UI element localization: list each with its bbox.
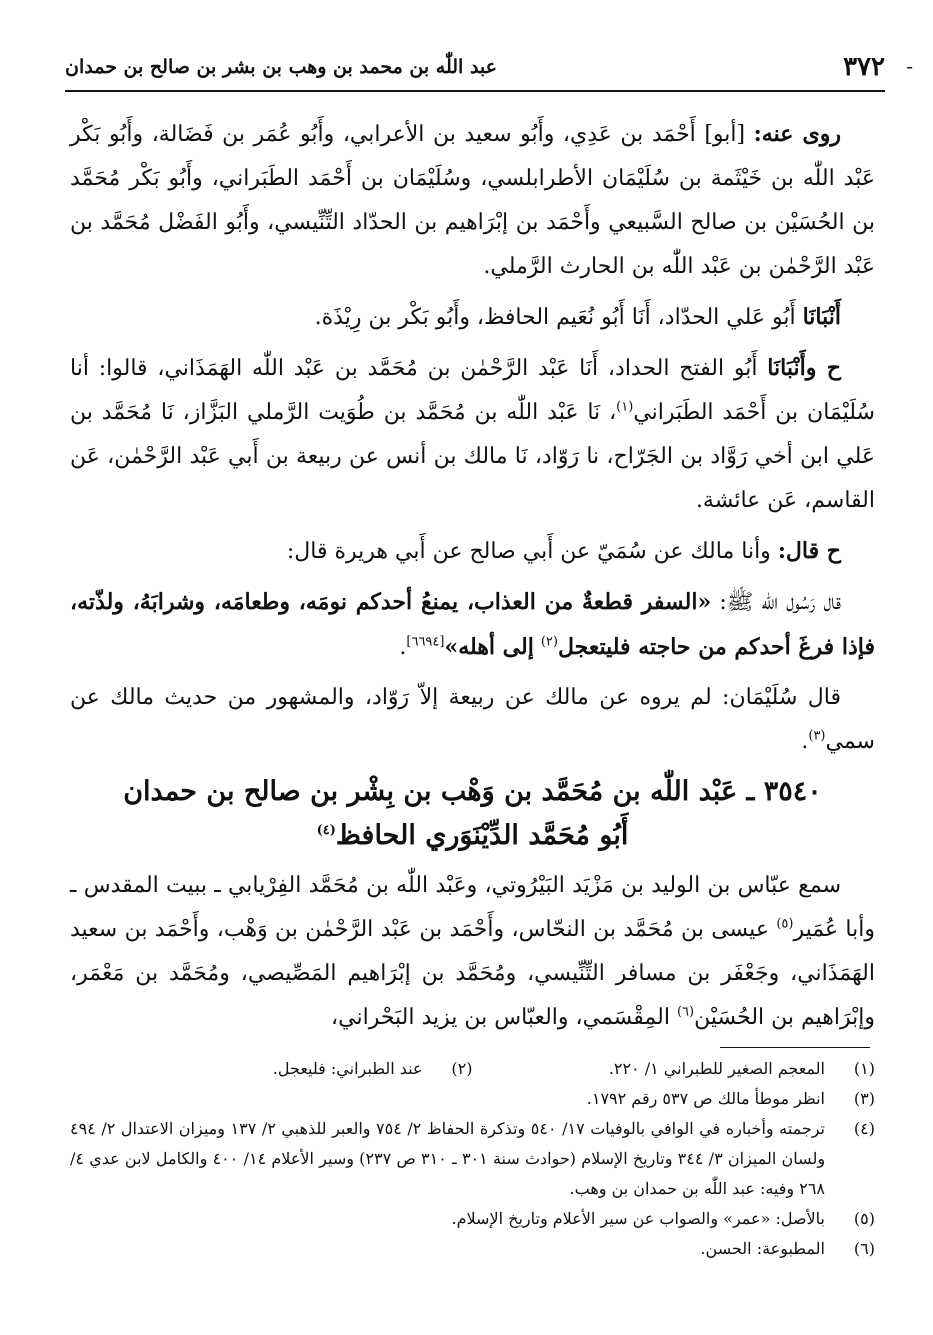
footnote-text: عند الطبراني: فليعجل.: [272, 1059, 423, 1078]
paragraph-teachers: [70, 864, 875, 1040]
footnote-number: (٢): [451, 1059, 473, 1078]
footnote-ref-5[interactable]: (٥): [776, 916, 794, 932]
label-anbana: أَنْبَانَا: [802, 304, 841, 330]
footnote-text: بالأصل: «عمر» والصواب عن سير الأعلام وتاريخ الإسلام.: [451, 1209, 825, 1228]
comment-text: قال سُلَيْمَان: لم يروه عن مالك عن ربيعة إلاّ رَوّاد، والمشهور من حديث مالك عن سمي: [70, 685, 875, 754]
paragraph-narrators: [70, 112, 875, 289]
paragraph-isnad-2: [70, 346, 875, 523]
footnotes: [70, 1054, 875, 1264]
footnote-text: انظر موطأ مالك ص ٥٣٧ رقم ١٧٩٢.: [586, 1089, 825, 1108]
footnote-number: (٦): [853, 1239, 875, 1258]
footnote-row-1-2: [70, 1054, 875, 1084]
page-header: [65, 50, 913, 90]
teachers-text-a: سمع عبّاس بن الوليد بن مَزْيَد البَيْرُوتي، وعَبْد اللّٰه بن مُحَمَّد الفِرْيابي ـ ببيت المقدس ـ وأبا عُمَير: [70, 873, 875, 942]
footnote-1: [473, 1054, 876, 1084]
entry-heading-line-1: ٣٥٤٠ ـ عَبْد اللّٰه بن مُحَمَّد بن وَهْب بن بِشْر بن صالح بن حمدان: [123, 776, 822, 807]
footnote-text: المعجم الصغير للطبراني ١/ ٢٢٠.: [608, 1059, 825, 1078]
footnote-ref-6[interactable]: (٦): [676, 1004, 695, 1020]
isnad-2-text-a: أَبُو الفتح الحداد، أَنَا عَبْد الرَّحْمٰن بن مُحَمَّد بن عَبْد اللّٰه الهَمَذَاني، قالوا: أنا سُلَيْمَان بن أَحْمَد الطَبَراني: [70, 356, 875, 425]
footnote-5: [70, 1204, 875, 1234]
footnote-number: (٤): [853, 1119, 875, 1138]
label-narrated-from: روى عنه:: [753, 121, 842, 147]
paragraph-hadith: قال رَسُول اللّٰه ﷺ: «السفر قطعةٌ من العذاب، يمنعُ أحدكم نومَه، وطعامَه، وشرابَهُ، ولذّته، فإذا فرغَ أحدكم من حاجته فليتعجل$^{(٢)}$ إلى أهله»[٦٦٩٤].: [70, 589, 875, 660]
footnote-2: [70, 1054, 473, 1084]
page-number: ٣٧٢: [843, 52, 885, 82]
footnote-ref-1[interactable]: (١): [616, 399, 634, 415]
footnote-ref-3[interactable]: (٣): [808, 728, 826, 744]
label-ha-qala: ح قال:: [777, 538, 841, 564]
hadith-number: [٦٦٩٤]: [406, 634, 445, 650]
footnote-6: [70, 1234, 875, 1264]
paragraph-isnad-1: [70, 295, 875, 340]
footnote-text: المطبوعة: الحسن.: [700, 1239, 825, 1258]
footnote-number: (٥): [853, 1209, 875, 1228]
entry-heading-kunya: أَبُو مُحَمَّد الدِّيْنَوَري الحافظ: [335, 820, 629, 851]
entry-heading: [70, 770, 875, 858]
teachers-text-b: عيسى بن مُحَمَّد بن النحّاس، وأَحْمَد بن عَبْد الرَّحْمٰن بن وَهْب، وأَحْمَد بن سعيد الهَمَذَاني، وجَعْفَر بن مسافر التِّنِّيسي، ومُحَمَّد بن إبْرَاهيم المَصِّيصي، ومُحَمَّد بن مَعْمَر، وإبْرَاهيم بن الحُسَيْن: [70, 917, 875, 1030]
label-ha-anbana: ح وأَنْبَانَا: [767, 355, 841, 381]
running-title: عبد اللّٰه بن محمد بن وهب بن بشر بن صالح بن حمدان: [65, 56, 497, 78]
paragraph-isnad-3: [70, 529, 875, 574]
footnote-4: [70, 1114, 875, 1204]
header-dash: -: [906, 54, 913, 78]
footnote-ref-2[interactable]: (٢): [540, 634, 558, 650]
teachers-text-c: المِقْسَمي، والعبّاس بن يزيد البَحْراني،: [331, 1005, 670, 1030]
entry-heading-line-2: [70, 814, 875, 858]
hadith-quote-b: إلى أهله»: [444, 634, 534, 660]
main-text: [70, 112, 875, 1046]
isnad-1-text: أَبُو عَلي الحدّاد، أَنَا أَبُو نُعَيم الحافظ، وأَبُو بَكْر بن رِيْذَة.: [314, 305, 796, 330]
isnad-3-text: وأنا مالك عن سُمَيّ عن أَبي صالح عن أَبي هريرة قال:: [286, 539, 771, 564]
hadith-lead: قال رَسُول اللّٰه ﷺ:: [719, 590, 841, 615]
hadith-quote-a: «السفر قطعةٌ من العذاب، يمنعُ أحدكم نومَه، وطعامَه، وشرابَهُ، ولذّته، فإذا فرغَ أحدكم من حاجته فليتعجل: [70, 589, 875, 660]
paragraph-comment: قال سُلَيْمَان: لم يروه عن مالك عن ربيعة إلاّ رَوّاد، والمشهور من حديث مالك عن سمي$^{(٣)}$.: [70, 685, 875, 754]
footnote-number: (١): [853, 1059, 875, 1078]
header-rule: [65, 90, 885, 92]
isnad-2-text-b: ، نَا عَبْد اللّٰه بن مُحَمَّد بن طُوَيت الرَّملي البَزَّاز، نَا مُحَمَّد بن عَلي ابن أخي رَوَّاد بن الجَرّاح، نا رَوّاد، نَا مالك بن أنس عن ربيعة بن أَبي عَبْد الرَّحْمٰن، عَن القاسم، عَن عائشة.: [70, 400, 875, 513]
footnote-ref-4[interactable]: (٤): [316, 823, 336, 838]
footnote-number: (٣): [853, 1089, 875, 1108]
footnote-text: ترجمته وأخباره في الوافي بالوفيات ١٧/ ٥٤٠ وتذكرة الحفاظ ٢/ ٧٥٤ والعبر للذهبي ٢/ ١٣٧ وميزان الاعتدال ٢/ ٤٩٤ ولسان الميزان ٣/ ٣٤٤ وتاريخ الإسلام (حوادث سنة ٣٠١ ـ ٣١٠ ص ٢٣٧) وسير الأعلام ١٤/ ٤٠٠ والكامل لابن عدي ٤/ ٢٦٨ وفيه: عبد اللّٰه بن حمدان بن وهب.: [70, 1119, 826, 1198]
footnote-rule: [720, 1047, 870, 1048]
footnote-3: [70, 1084, 875, 1114]
narrators-text: [أبو] أَحْمَد بن عَدِي، وأَبُو سعيد بن الأعرابي، وأَبُو عُمَر بن فَضَالة، وأَبُو بَكْر عَبْد اللّٰه بن خَيْثَمة بن سُلَيْمَان الأطرابلسي، وسُلَيْمَان بن أَحْمَد الطَبَراني، وأَبُو بَكْر مُحَمَّد بن الحُسَيْن بن صالح السَّبيعي وأَحْمَد بن إبْرَاهيم بن الحدّاد التِّنِّيسي، وأَبُو الفَضْل مُحَمَّد بن عَبْد الرَّحْمٰن بن عَبْد اللّٰه بن الحارث الرَّملي.: [70, 122, 875, 279]
